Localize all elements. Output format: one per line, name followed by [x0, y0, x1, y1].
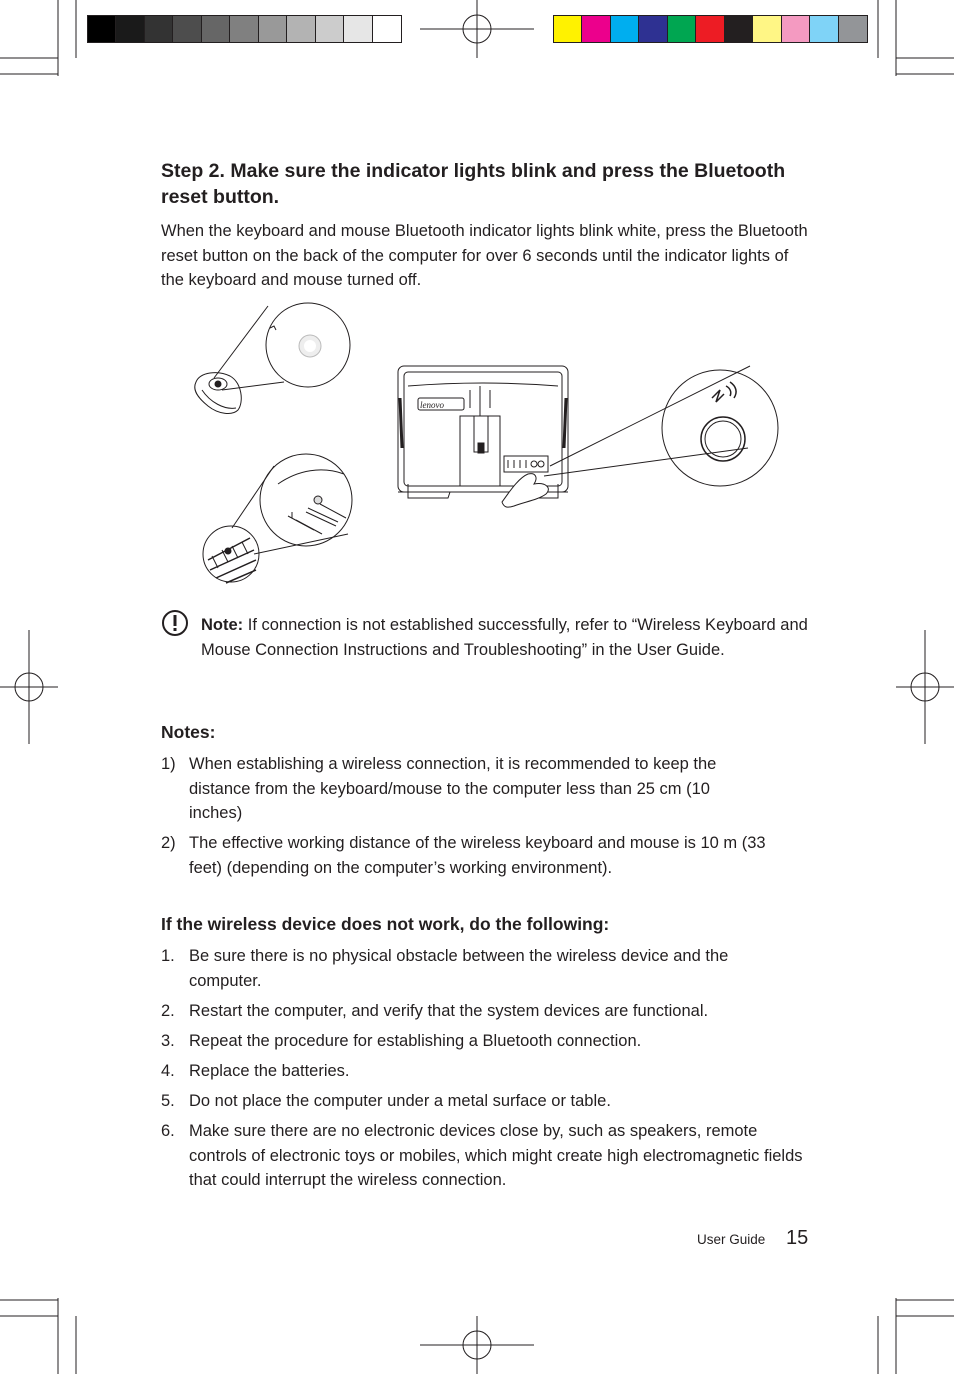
- list-item-number: 1): [161, 755, 176, 773]
- page-number: 15: [786, 1227, 809, 1249]
- list-item-number: 1.: [161, 947, 175, 965]
- process-color-bar: [553, 15, 868, 43]
- list-item-number: 6.: [161, 1122, 175, 1141]
- lenovo-logo: lenovo: [420, 400, 444, 410]
- gray-swatch: [202, 16, 230, 42]
- list-item: [161, 1029, 811, 1054]
- list-item-number: 2): [161, 834, 176, 853]
- color-swatch: [668, 16, 696, 42]
- bluetooth-reset-button-illustration: [662, 370, 778, 486]
- list-item: [161, 752, 811, 826]
- color-swatch: [725, 16, 753, 42]
- grayscale-color-bar: [87, 15, 402, 43]
- note-paragraph: [201, 613, 813, 663]
- list-item-text: Do not place the computer under a metal surface or table.: [189, 1091, 611, 1110]
- list-item: [161, 831, 811, 880]
- list-item: [161, 999, 811, 1024]
- list-item-text: Make sure there are no electronic devices close by, such as speakers, remote controls of electronic toys or mobiles, which might create high electromagnetic fields that could interrupt the wireless connection.: [189, 1122, 803, 1190]
- exclamation-circle-icon: [161, 609, 189, 637]
- list-item-number: 4.: [161, 1061, 175, 1080]
- troubleshoot-list: [161, 944, 811, 1198]
- list-item: [161, 1089, 811, 1114]
- list-item: [161, 944, 811, 993]
- bluetooth-reset-figure: [188, 298, 788, 590]
- color-swatch: [582, 16, 610, 42]
- note-label: Note:: [201, 616, 244, 634]
- step-heading: Step 2. Make sure the indicator lights blink and press the Bluetooth reset button.: [161, 160, 786, 208]
- mouse-illustration: [195, 303, 350, 413]
- troubleshoot-heading: If the wireless device does not work, do the following:: [161, 914, 610, 934]
- keyboard-illustration: [203, 454, 352, 583]
- list-item-text: Replace the batteries.: [189, 1061, 350, 1080]
- footer-label: User Guide: [697, 1232, 766, 1247]
- notes-list: [161, 752, 811, 886]
- gray-swatch: [116, 16, 144, 42]
- note-text: If connection is not established successfully, refer to “Wireless Keyboard and Mouse Connection Instructions and Troubleshooting” in the User Guide.: [201, 616, 808, 659]
- gray-swatch: [145, 16, 173, 42]
- list-item-text: Repeat the procedure for establishing a Bluetooth connection.: [189, 1031, 642, 1050]
- list-item: [161, 1119, 811, 1193]
- gray-swatch: [373, 16, 401, 42]
- gray-swatch: [316, 16, 344, 42]
- list-item-text: When establishing a wireless connection, it is recommended to keep the distance from the keyboard/mouse to the computer less than 25 cm (10 inches): [189, 755, 717, 823]
- step-body: When the keyboard and mouse Bluetooth indicator lights blink white, press the Bluetooth reset button on the back of the computer for over 6 seconds until the indicator lights of the keyboard and mouse turned off.: [161, 222, 808, 290]
- list-item-number: 3.: [161, 1031, 175, 1050]
- color-swatch: [810, 16, 838, 42]
- gray-swatch: [344, 16, 372, 42]
- hand-pointer-illustration: [502, 474, 548, 508]
- list-item: [161, 1059, 811, 1084]
- list-item-text: Be sure there is no physical obstacle between the wireless device and the computer.: [189, 947, 729, 990]
- list-item-text: The effective working distance of the wireless keyboard and mouse is 10 m (33 feet) (depending on the computer’s working environment).: [189, 834, 766, 877]
- list-item-text: Restart the computer, and verify that the system devices are functional.: [189, 1001, 709, 1020]
- color-swatch: [639, 16, 667, 42]
- computer-back-illustration: [398, 366, 750, 507]
- gray-swatch: [173, 16, 201, 42]
- color-swatch: [753, 16, 781, 42]
- color-swatch: [554, 16, 582, 42]
- color-swatch: [782, 16, 810, 42]
- gray-swatch: [259, 16, 287, 42]
- list-item-number: 5.: [161, 1091, 175, 1110]
- color-swatch: [696, 16, 724, 42]
- gray-swatch: [88, 16, 116, 42]
- color-swatch: [611, 16, 639, 42]
- notes-heading: Notes:: [161, 722, 216, 742]
- list-item-number: 2.: [161, 1001, 175, 1020]
- gray-swatch: [230, 16, 258, 42]
- gray-swatch: [287, 16, 315, 42]
- color-swatch: [839, 16, 867, 42]
